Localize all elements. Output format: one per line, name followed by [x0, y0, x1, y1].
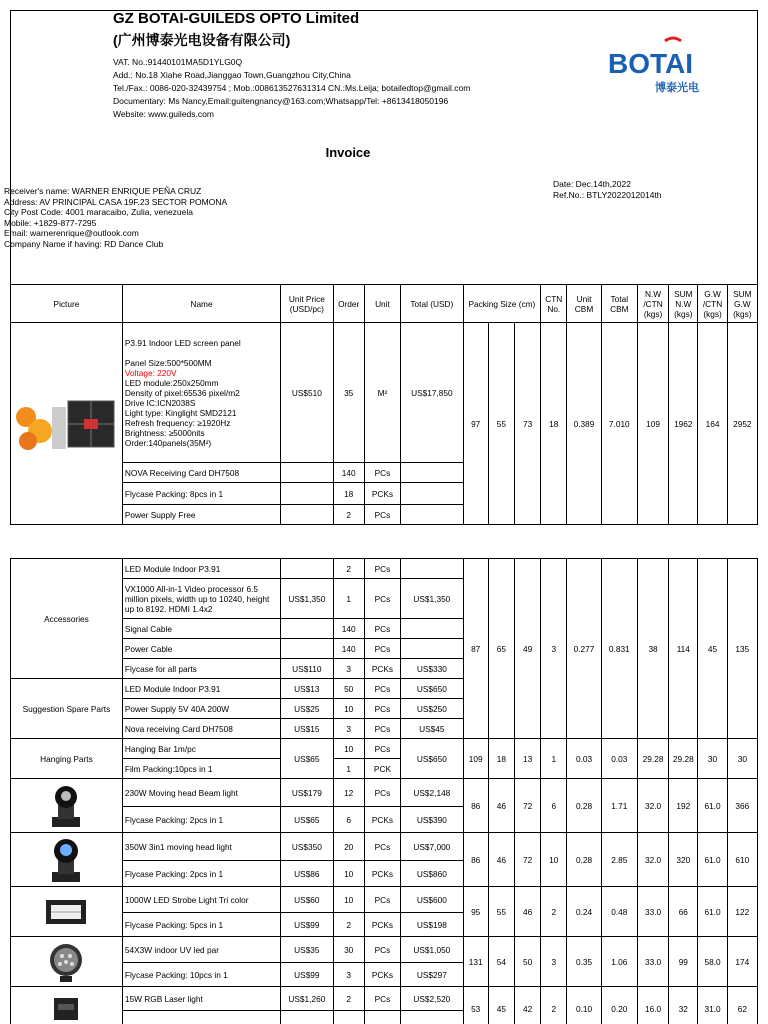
table-header-row [11, 285, 758, 323]
col-name: Name [122, 285, 280, 323]
par-light-icon [46, 940, 86, 984]
invoice-table-1 [10, 284, 758, 525]
company-header [113, 10, 613, 121]
col-packing: Packing Size (cm) [463, 285, 541, 323]
company-address: Add.: No.18 Xiahe Road,Jianggao Town,Guangzhou City,China [113, 70, 351, 80]
table-row: 350W 3in1 moving head light US$350 20 PCs US$7,000 86 46 72 10 0.28 2.85 32.0 320 61.0 610 [11, 833, 758, 861]
col-total: Total (USD) [401, 285, 464, 323]
table-row: P3.91 Indoor LED screen panel Panel Size:500*500MM Voltage: 220V LED module:250x250mm Density of pixel:65536 pixel/m2 Drive IC:ICN2038S Light type: Kinglight SMD2121 Refresh frequency: ≥1920Hz Brightness: ≥5000nits Order:140panels(35M²) US$510 35 M² US$17,850 97 55 73 18 0.389 7.010 109 1962 164 2952 [11, 323, 758, 463]
laser-light-icon [46, 994, 86, 1024]
col-unit-cbm: Unit CBM [567, 285, 601, 323]
table-row: Flycase Packing: 5pcs in 1 US$99 2 PCKs US$198 [11, 913, 758, 937]
col-sum-gw: SUM G.W (kgs) [727, 285, 757, 323]
strobe-light-icon [44, 894, 88, 930]
led-panel-image [14, 389, 119, 459]
table-row: Flycase Packing: 2pcs in 1 US$65 6 PCKs US$390 [11, 807, 758, 833]
invoice-meta [553, 179, 662, 201]
col-total-cbm: Total CBM [601, 285, 637, 323]
col-picture: Picture [11, 285, 123, 323]
led-panel-desc: P3.91 Indoor LED screen panel Panel Size:500*500MM Voltage: 220V LED module:250x250mm Density of pixel:65536 pixel/m2 Drive IC:ICN2038S Light type: Kinglight SMD2121 Refresh frequency: ≥1920Hz Brightness: ≥5000nits Order:140panels(35M²) [122, 323, 280, 463]
logo-cn: 博泰光电 [655, 81, 699, 94]
invoice-title: Invoice [325, 145, 371, 160]
table-row: Flycase Packing: 2pcs in 1 US$86 10 PCKs US$860 [11, 861, 758, 887]
company-name-cn: (广州博泰光电设备有限公司) [113, 32, 291, 48]
beam-light-picture [11, 779, 123, 833]
table-row: 1000W LED Strobe Light Tri color US$60 10 PCs US$600 95 55 46 2 0.24 0.48 33.0 66 61.0 122 [11, 887, 758, 913]
receiver-name: Receiver's name: WARNER ENRIQUE PEÑA CRUZ [4, 186, 202, 196]
table-row: Signal Cable 140 PCs [11, 619, 758, 639]
table-row: Power Supply Free 2 PCs [11, 505, 758, 525]
table-row: Flycase Packing: 8pcs in 1 18 PCKs [11, 483, 758, 505]
table-row: Power Supply 5V 40A 200W US$25 10 PCs US$250 [11, 699, 758, 719]
invoice-table-2 [10, 558, 758, 1024]
col-order: Order [333, 285, 364, 323]
table-row: 54X3W indoor UV led par US$35 30 PCs US$1,050 131 54 50 3 0.35 1.06 33.0 99 58.0 174 [11, 937, 758, 963]
strobe-light-picture [11, 887, 123, 937]
company-name: GZ BOTAI-GUILEDS OPTO Limited [113, 10, 360, 27]
invoice-date: Date: Dec.14th,2022 [553, 179, 631, 189]
table-row: 230W Moving head Beam light US$179 12 PCs US$2,148 86 46 72 6 0.28 1.71 32.0 192 61.0 366 [11, 779, 758, 807]
table-row: Accessories LED Module Indoor P3.91 2 PCs 87 65 49 3 0.277 0.831 38 114 45 135 [11, 559, 758, 579]
logo-text: BOTAI [608, 48, 694, 79]
col-nw-ctn: N.W /CTN (kgs) [637, 285, 668, 323]
moving-head-icon [46, 783, 86, 829]
receiver-address: Address: AV PRINCIPAL CASA 19F.23 SECTOR POMONA [4, 196, 228, 207]
col-sum-nw: SUM N.W (kgs) [669, 285, 698, 323]
table-row: Flycase for all parts US$110 3 PCKs US$330 [11, 659, 758, 679]
company-documentary: Documentary: Ms Nancy,Email:guitengnancy@163.com;Whatsapp/Tel: +8613418050196 [113, 96, 449, 106]
uv-par-picture [11, 937, 123, 987]
table-row: Hanging Parts Hanging Bar 1m/pc US$65 10 PCs US$650 109 18 13 1 0.03 0.03 29.28 29.28 30 30 [11, 739, 758, 759]
company-vat: VAT. No.:91440101MA5D1YLG0Q [113, 57, 243, 67]
receiver-mobile: Mobile: +1829-877-7295 [4, 217, 97, 228]
receiver-info [4, 186, 227, 249]
table-row: NOVA Receiving Card DH7508 140 PCs [11, 463, 758, 483]
receiver-postcode: City Post Code: 4001 maracaibo, Zulia, venezuela [4, 207, 193, 217]
table-row: Film Packing:10pcs in 1 1 PCK [11, 759, 758, 779]
company-website: Website: www.guileds.com [113, 109, 214, 119]
3in1-light-picture [11, 833, 123, 887]
spare-parts-label: Suggestion Spare Parts [11, 679, 123, 739]
laser-light-picture [11, 987, 123, 1024]
table-row: VX1000 All-in-1 Video processor 6.5 million pixels, width up to 10240, height up to 8192. HDMI 1.4x2 US$1,350 1 PCs US$1,350 [11, 579, 758, 619]
moving-head-icon [46, 836, 86, 884]
receiver-company: Company Name if having: RD Dance Club [4, 238, 164, 249]
hanging-parts-label: Hanging Parts [11, 739, 123, 779]
botai-logo [603, 33, 713, 103]
col-gw-ctn: G.W /CTN (kgs) [698, 285, 727, 323]
accessories-label: Accessories [11, 559, 123, 679]
col-unit-price: Unit Price (USD/pc) [281, 285, 333, 323]
table-row: Power Cable 140 PCs [11, 639, 758, 659]
led-panel-picture [11, 323, 123, 525]
receiver-email: Email: warnerenrique@outlook.com [4, 228, 139, 238]
table-row: 15W RGB Laser light US$1,260 2 PCs US$2,520 53 45 42 2 0.10 0.20 16.0 32 31.0 62 [11, 987, 758, 1011]
col-unit: Unit [364, 285, 400, 323]
table-row: Flycase Packing: 10pcs in 1 US$99 3 PCKs US$297 [11, 963, 758, 987]
table-row: Nova receiving Card DH7508 US$15 3 PCs US$45 [11, 719, 758, 739]
invoice-ref: Ref.No.: BTLY2022012014th [553, 190, 662, 200]
table-row: Suggestion Spare Parts LED Module Indoor P3.91 US$13 50 PCs US$650 [11, 679, 758, 699]
company-contact: Tel./Fax.: 0086-020-32439754 ; Mob.:008613527631314 CN.:Ms.Leija; botailedtop@gmail.com [113, 83, 471, 93]
col-ctn: CTN No. [541, 285, 567, 323]
